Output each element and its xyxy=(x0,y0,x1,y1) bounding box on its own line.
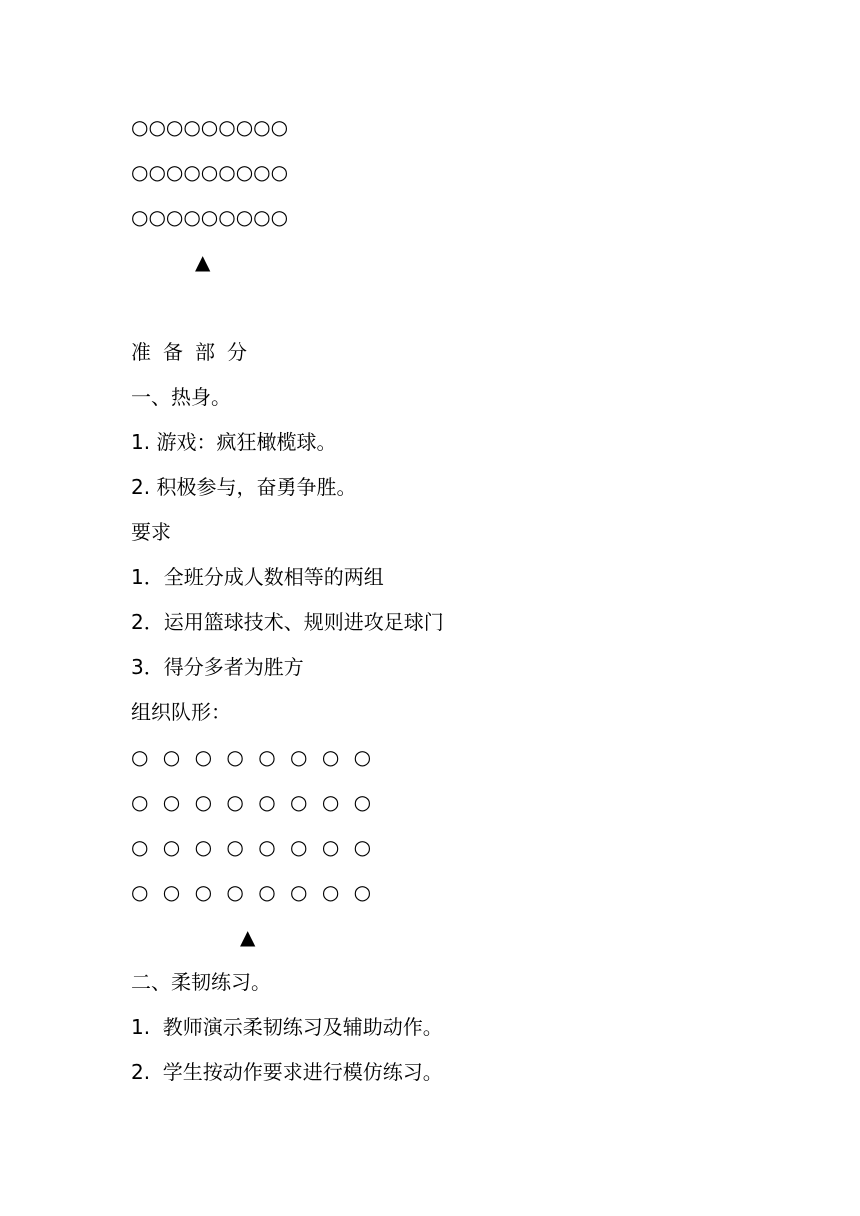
formation-top-row-1: ○○○○○○○○○ xyxy=(131,115,289,139)
flexibility-heading: 二、柔韧练习。 xyxy=(131,970,271,994)
flexibility-item-1: 1. 教师演示柔韧练习及辅助动作。 xyxy=(131,1015,443,1039)
formation-bottom-row-1: ○ ○ ○ ○ ○ ○ ○ ○ xyxy=(131,745,372,769)
requirement-item-1: 1．全班分成人数相等的两组 xyxy=(131,565,384,589)
formation-bottom-teacher-marker: ▲ xyxy=(240,925,256,949)
warmup-item-1: 1. 游戏：疯狂橄榄球。 xyxy=(131,430,337,454)
formation-bottom-row-2: ○ ○ ○ ○ ○ ○ ○ ○ xyxy=(131,790,372,814)
section-title: 准备部分 xyxy=(131,340,259,364)
formation-top-row-2: ○○○○○○○○○ xyxy=(131,160,289,184)
formation-label: 组织队形： xyxy=(131,700,231,724)
requirements-heading: 要求 xyxy=(131,520,171,544)
flexibility-item-2: 2. 学生按动作要求进行模仿练习。 xyxy=(131,1060,443,1084)
warmup-heading: 一、热身。 xyxy=(131,385,231,409)
formation-top-teacher-marker: ▲ xyxy=(195,250,211,274)
warmup-item-2: 2. 积极参与，奋勇争胜。 xyxy=(131,475,357,499)
formation-bottom-row-4: ○ ○ ○ ○ ○ ○ ○ ○ xyxy=(131,880,372,904)
requirement-item-3: 3．得分多者为胜方 xyxy=(131,655,304,679)
formation-top-row-3: ○○○○○○○○○ xyxy=(131,205,289,229)
formation-bottom-row-3: ○ ○ ○ ○ ○ ○ ○ ○ xyxy=(131,835,372,859)
requirement-item-2: 2．运用篮球技术、规则进攻足球门 xyxy=(131,610,444,634)
